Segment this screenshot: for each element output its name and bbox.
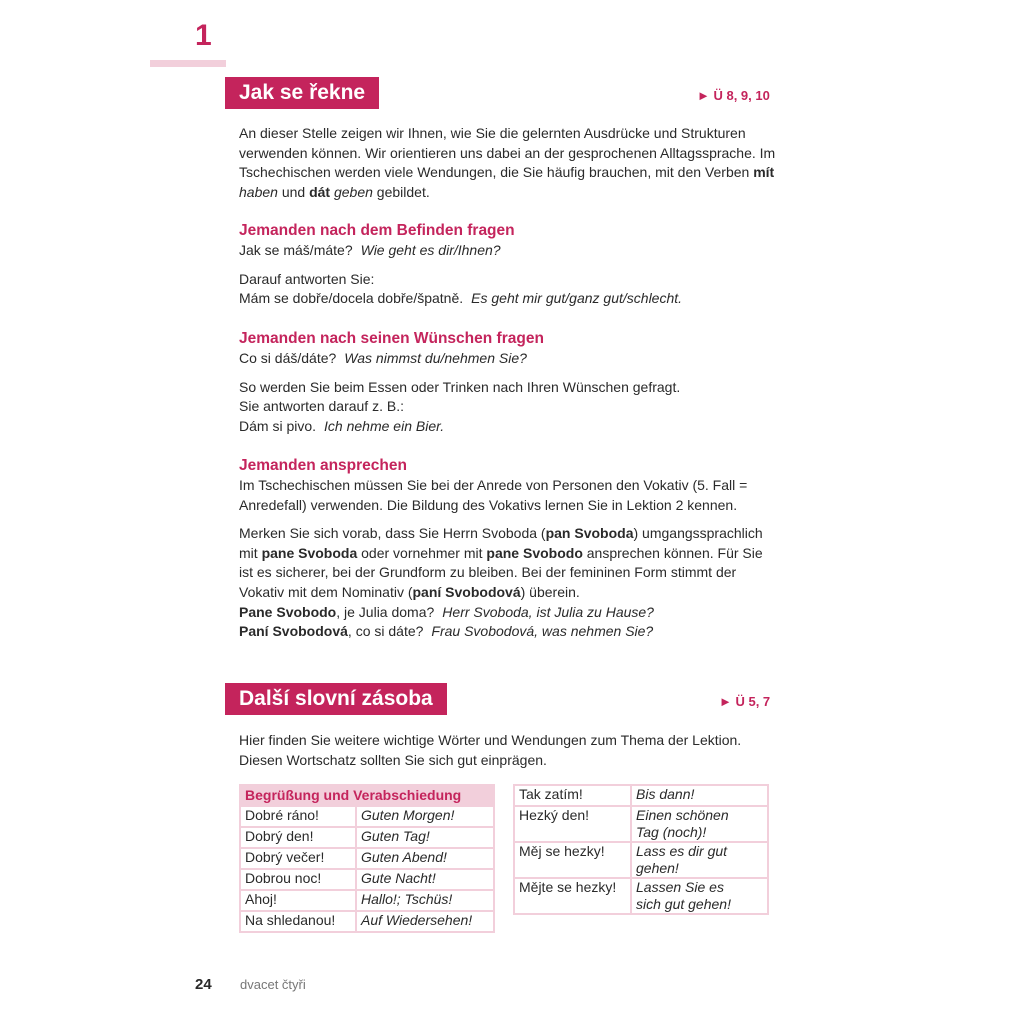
verb-mit: mít (753, 164, 775, 181)
chapter-number: 1 (195, 19, 212, 52)
table-cell-de (631, 785, 768, 806)
wuensche-line1: So werden Sie beim Essen oder Trinken nach Ihren Wünschen gefragt. (239, 378, 681, 395)
example-1-cz: , je Julia doma? (336, 603, 435, 620)
befinden-block (239, 221, 779, 309)
example-2 (239, 622, 779, 642)
befinden-answer-de: Es geht mir gut/ganz gut/schlecht. (471, 290, 683, 307)
section-title-jak-se-rekne: Jak se řekne (225, 77, 379, 109)
table-cell-cz: Dobrou noc! (240, 869, 356, 890)
table-cell-de-line: Tag (noch)! (636, 824, 707, 840)
table-cell-cz: Na shledanou! (240, 911, 356, 932)
chapter-bar (150, 60, 226, 67)
table-cell-cz: Měj se hezky! (514, 842, 631, 878)
table-cell-de (631, 806, 768, 842)
vocab-intro: Hier finden Sie weitere wichtige Wörter und Wendungen zum Thema der Lektion. Diesen Wortschatz sollten Sie sich gut einprägen. (239, 732, 742, 768)
p2-bold-4: paní Svobodová (412, 583, 521, 600)
table-row (514, 806, 768, 842)
table-cell-de-line: Bis dann! (636, 786, 695, 802)
intro-text: An dieser Stelle zeigen wir Ihnen, wie Sie die gelernten Ausdrücke und Strukturen verwenden können. Wir orientieren uns dabei an der gesprochenen Alltagssprache. Im Tschechischen werden viele Wendungen, die Sie häufig brauchen, mit den Verben (239, 125, 776, 181)
table-cell-cz: Dobrý večer! (240, 848, 356, 869)
wuensche-block (239, 329, 779, 436)
table-cell-cz: Mějte se hezky! (514, 878, 631, 914)
wuensche-question-de: Was nimmst du/nehmen Sie? (344, 350, 527, 366)
table-cell-cz: Ahoj! (240, 890, 356, 911)
table-cell-de: Gute Nacht! (356, 869, 494, 890)
p2-text-2: ) umgangssprachlich mit (239, 525, 763, 561)
intro-end: gebildet. (372, 183, 430, 200)
p2-bold-1: pan Svoboda (545, 525, 634, 542)
table-cell-de (631, 878, 768, 914)
befinden-question-de: Wie geht es dir/Ihnen? (360, 242, 501, 258)
table-cell-de: Hallo!; Tschüs! (356, 890, 494, 911)
wuensche-answer-de: Ich nehme ein Bier. (324, 417, 445, 434)
table-row (514, 842, 768, 878)
vocab-table-greetings (239, 784, 495, 933)
ansprechen-paragraph-2 (239, 524, 779, 602)
table-cell-de (631, 842, 768, 878)
table-cell-de-line: Lassen Sie es (636, 879, 724, 895)
intro-paragraph (239, 124, 779, 202)
table-cell-cz: Tak zatím! (514, 785, 631, 806)
p2-text-4: ansprechen können. Für Sie ist es sicherer, bei der Grundform zu bleiben. Bei der femininen Form stimmt der Vokativ mit dem Nominativ ( (239, 544, 763, 600)
table-cell-cz: Hezký den! (514, 806, 631, 842)
example-2-vocative: Paní Svobodová (239, 623, 348, 640)
table-cell-de-line: Einen schönen (636, 807, 729, 823)
p2-text-3: oder vornehmer mit (357, 544, 487, 561)
wuensche-line2: Sie antworten darauf z. B.: (239, 398, 404, 415)
table-cell-de-line: sich gut gehen! (636, 896, 731, 912)
exercise-reference-2[interactable]: ► Ü 5, 7 (719, 694, 771, 709)
table-cell-cz: Dobré ráno! (240, 806, 356, 827)
table-row (240, 890, 494, 911)
wuensche-answer-cz: Dám si pivo. (239, 417, 317, 434)
p2-text-5: ) überein. (520, 583, 580, 600)
example-2-de: Frau Svobodová, was nehmen Sie? (431, 623, 654, 640)
table-cell-de-line: gehen! (636, 860, 679, 876)
table-row (240, 806, 494, 827)
table-row (240, 827, 494, 848)
table-cell-de: Guten Morgen! (356, 806, 494, 827)
befinden-answer-intro: Darauf antworten Sie: (239, 270, 375, 287)
befinden-question-cz: Jak se máš/máte? (239, 242, 353, 258)
table-row (240, 848, 494, 869)
page-number-word: dvacet čtyři (240, 977, 306, 992)
verb-dat: dát (309, 183, 331, 200)
section-title-dalsi-slovni-zasoba: Další slovní zásoba (225, 683, 447, 715)
verb-haben: haben (239, 183, 278, 200)
ansprechen-block (239, 456, 779, 642)
ansprechen-paragraph-1: Im Tschechischen müssen Sie bei der Anrede von Personen den Vokativ (5. Fall = Anredefall) verwenden. Die Bildung des Vokativs lernen Sie in Lektion 2 kennen. (239, 477, 748, 513)
table-cell-de-line: Lass es dir gut (636, 843, 728, 859)
heading-ansprechen: Jemanden ansprechen (239, 457, 407, 474)
example-1 (239, 603, 779, 623)
verb-geben: geben (333, 183, 373, 200)
befinden-answer-cz: Mám se dobře/docela dobře/špatně. (239, 290, 464, 307)
example-1-vocative: Pane Svobodo (239, 603, 337, 620)
wuensche-question-cz: Co si dáš/dáte? (239, 350, 337, 366)
table-row (240, 911, 494, 932)
table-cell-de: Guten Abend! (356, 848, 494, 869)
table-row (514, 878, 768, 914)
p2-text-1: Merken Sie sich vorab, dass Sie Herrn Svoboda ( (239, 525, 546, 542)
heading-wuensche: Jemanden nach seinen Wünschen fragen (239, 330, 544, 347)
page-number: 24 (195, 976, 212, 993)
heading-befinden: Jemanden nach dem Befinden fragen (239, 222, 515, 239)
vocab-table-header: Begrüßung und Verabschiedung (240, 785, 494, 806)
example-1-de: Herr Svoboda, ist Julia zu Hause? (442, 603, 654, 620)
table-row (240, 869, 494, 890)
vocab-table-farewells (513, 784, 769, 915)
p2-bold-3: pane Svobodo (486, 544, 583, 561)
intro-and: und (277, 183, 310, 200)
exercise-reference-1[interactable]: ► Ü 8, 9, 10 (697, 88, 770, 103)
example-2-cz: , co si dáte? (347, 623, 424, 640)
table-cell-cz: Dobrý den! (240, 827, 356, 848)
table-cell-de: Guten Tag! (356, 827, 494, 848)
table-cell-de: Auf Wiedersehen! (356, 911, 494, 932)
table-row (514, 785, 768, 806)
p2-bold-2: pane Svoboda (261, 544, 358, 561)
